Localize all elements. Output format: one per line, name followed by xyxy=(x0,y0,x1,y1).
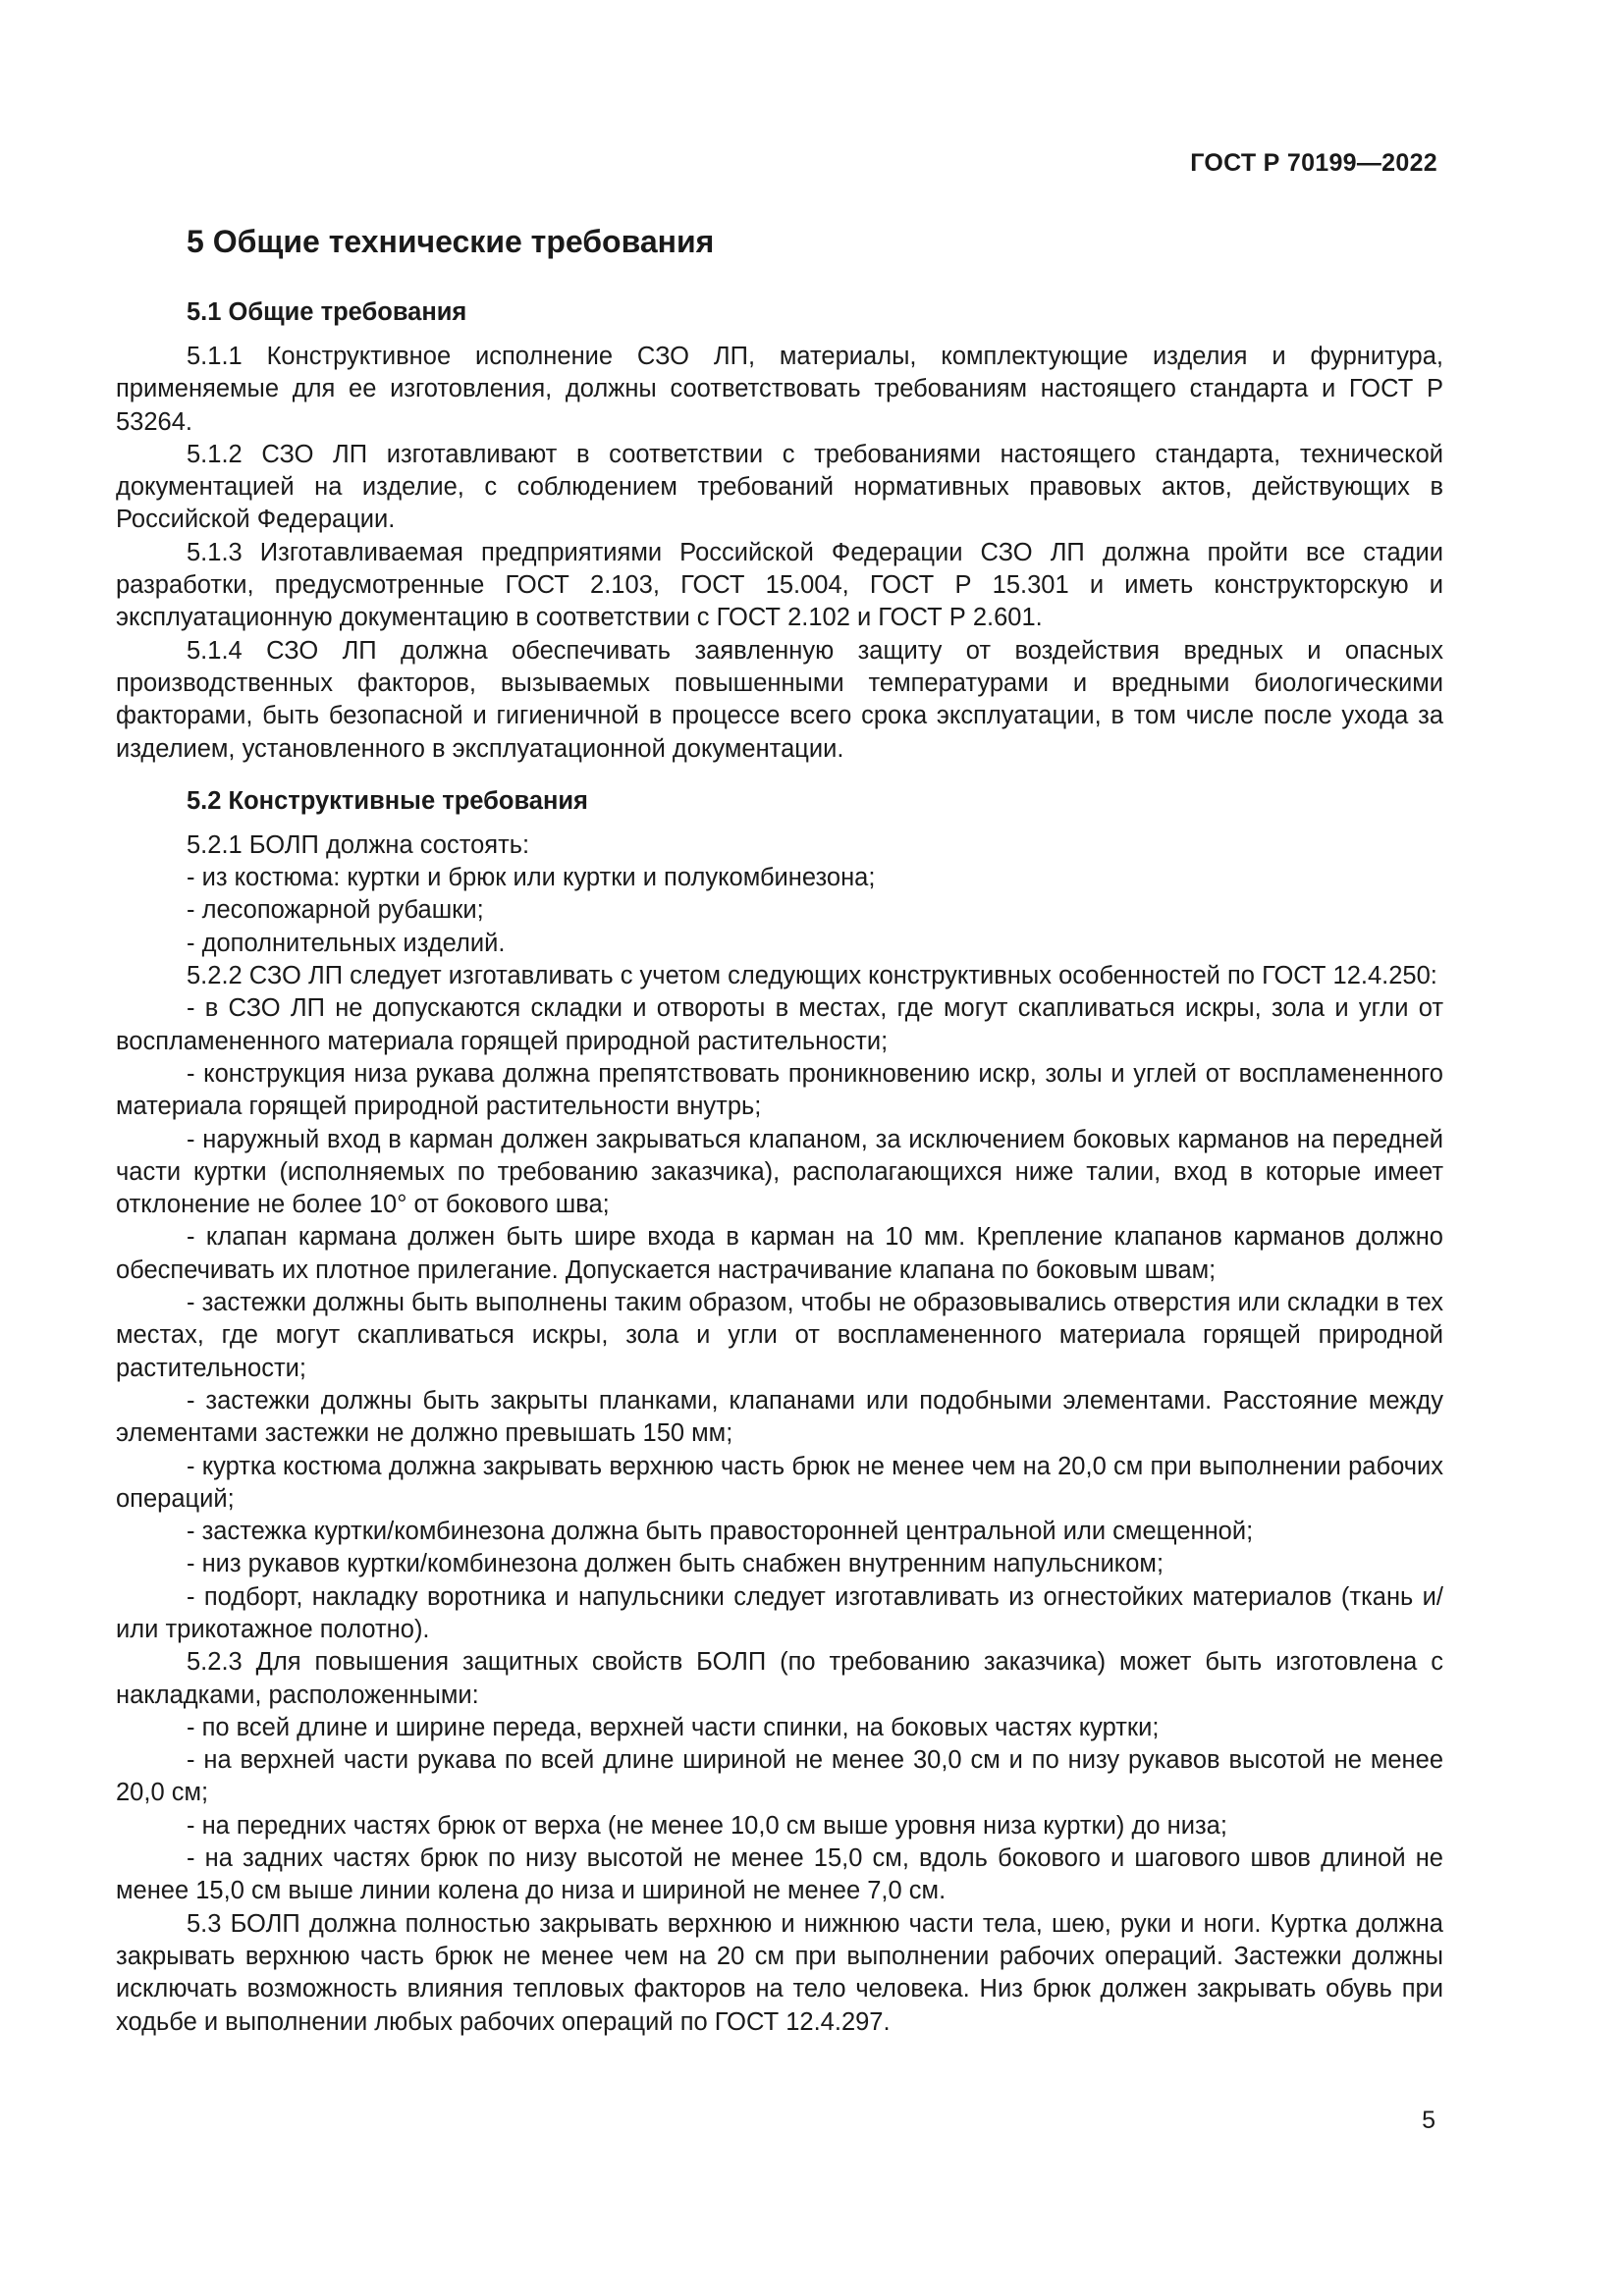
list-item: - на верхней части рукава по всей длине шириной не менее 30,0 см и по низу рукавов высотой не менее 20,0 см; xyxy=(116,1746,1443,1807)
list-item: - застежки должны быть закрыты планками, клапанами или подобными элементами. Расстояние между элементами застежки не должно превышать 150 мм; xyxy=(116,1386,1443,1448)
subsection-title-5-1: 5.1 Общие требования xyxy=(187,298,467,326)
paragraph-5-1-2: 5.1.2 СЗО ЛП изготавливают в соответствии с требованиями настоящего стандарта, технической документацией на изделие, с соблюдением требований нормативных правовых актов, действующих в Российской Федерации. xyxy=(116,440,1443,534)
list-item: - конструкция низа рукава должна препятствовать проникновению искр, золы и углей от воспламененного материала горящей природной растительности внутрь; xyxy=(116,1059,1443,1121)
list-item: - из костюма: куртки и брюк или куртки и полукомбинезона; xyxy=(187,864,876,892)
list-item: - на передних частях брюк от верха (не менее 10,0 см выше уровня низа куртки) до низа; xyxy=(187,1811,1227,1840)
list-item: - куртка костюма должна закрывать верхнюю часть брюк не менее чем на 20,0 см при выполнении рабочих операций; xyxy=(116,1452,1443,1513)
list-item: - подборт, накладку воротника и напульсники следует изготавливать из огнестойких материалов (ткань и/или трикотажное полотно). xyxy=(116,1582,1443,1643)
list-item: - дополнительных изделий. xyxy=(187,929,506,957)
list-item: - наружный вход в карман должен закрываться клапаном, за исключением боковых карманов на передней части куртки (исполняемых по требованию заказчика), располагающихся ниже талии, вход в которые имеет отклонение не более 10° от бокового шва; xyxy=(116,1125,1443,1219)
list-item: - лесопожарной рубашки; xyxy=(187,896,484,925)
paragraph-5-2-2: 5.2.2 СЗО ЛП следует изготавливать с учетом следующих конструктивных особенностей по ГОСТ 12.4.250: xyxy=(187,962,1437,990)
paragraph-5-3: 5.3 БОЛП должна полностью закрывать верхнюю и нижнюю части тела, шею, руки и ноги. Куртка должна закрывать верхнюю часть брюк не менее чем на 20 см при выполнении рабочих операций. Застежки должны исключать возможность влияния тепловых факторов на тело человека. Низ брюк должен закрывать обувь при ходьбе и выполнении любых рабочих операций по ГОСТ 12.4.297. xyxy=(116,1909,1443,2036)
page-content xyxy=(116,222,1443,2039)
list-item: - в СЗО ЛП не допускаются складки и отвороты в местах, где могут скапливаться искры, зола и угли от воспламененного материала горящей природной растительности; xyxy=(116,994,1443,1055)
paragraph-5-2-1: 5.2.1 БОЛП должна состоять: xyxy=(187,830,530,859)
subsection-title-5-2: 5.2 Конструктивные требования xyxy=(187,786,588,815)
list-item: - низ рукавов куртки/комбинезона должен быть снабжен внутренним напульсником; xyxy=(187,1550,1164,1578)
list-item: - застежки должны быть выполнены таким образом, чтобы не образовывались отверстия или складки в тех местах, где могут скапливаться искры, зола и угли от воспламененного материала горящей природной растительности; xyxy=(116,1289,1443,1382)
page-number: 5 xyxy=(1422,2107,1435,2134)
list-item: - клапан кармана должен быть шире входа в карман на 10 мм. Крепление клапанов карманов должно обеспечивать их плотное прилегание. Допускается настрачивание клапана по боковым швам; xyxy=(116,1223,1443,1284)
paragraph-5-2-3: 5.2.3 Для повышения защитных свойств БОЛП (по требованию заказчика) может быть изготовлена с накладками, расположенными: xyxy=(116,1648,1443,1709)
document-id-header: ГОСТ Р 70199—2022 xyxy=(1190,149,1437,177)
paragraph-5-1-3: 5.1.3 Изготавливаемая предприятиями Российской Федерации СЗО ЛП должна пройти все стадии разработки, предусмотренные ГОСТ 2.103, ГОСТ 15.004, ГОСТ Р 15.301 и иметь конструкторскую и эксплуатационную документацию в соответствии с ГОСТ 2.102 и ГОСТ Р 2.601. xyxy=(116,538,1443,632)
section-title: 5 Общие технические требования xyxy=(187,224,715,259)
list-item: - по всей длине и ширине переда, верхней части спинки, на боковых частях куртки; xyxy=(187,1713,1160,1741)
paragraph-5-1-1: 5.1.1 Конструктивное исполнение СЗО ЛП, материалы, комплектующие изделия и фурнитура, применяемые для ее изготовления, должны соответствовать требованиям настоящего стандарта и ГОСТ Р 53264. xyxy=(116,343,1443,436)
paragraph-5-1-4: 5.1.4 СЗО ЛП должна обеспечивать заявленную защиту от воздействия вредных и опасных производственных факторов, вызываемых повышенными температурами и вредными биологическими факторами, быть безопасной и гигиеничной в процессе всего срока эксплуатации, в том числе после ухода за изделием, установленного в эксплуатационной документации. xyxy=(116,636,1443,763)
list-item: - на задних частях брюк по низу высотой не менее 15,0 см, вдоль бокового и шагового швов длиной не менее 15,0 см выше линии колена до низа и шириной не менее 7,0 см. xyxy=(116,1844,1443,1905)
list-item: - застежка куртки/комбинезона должна быть правосторонней центральной или смещенной; xyxy=(187,1518,1254,1546)
